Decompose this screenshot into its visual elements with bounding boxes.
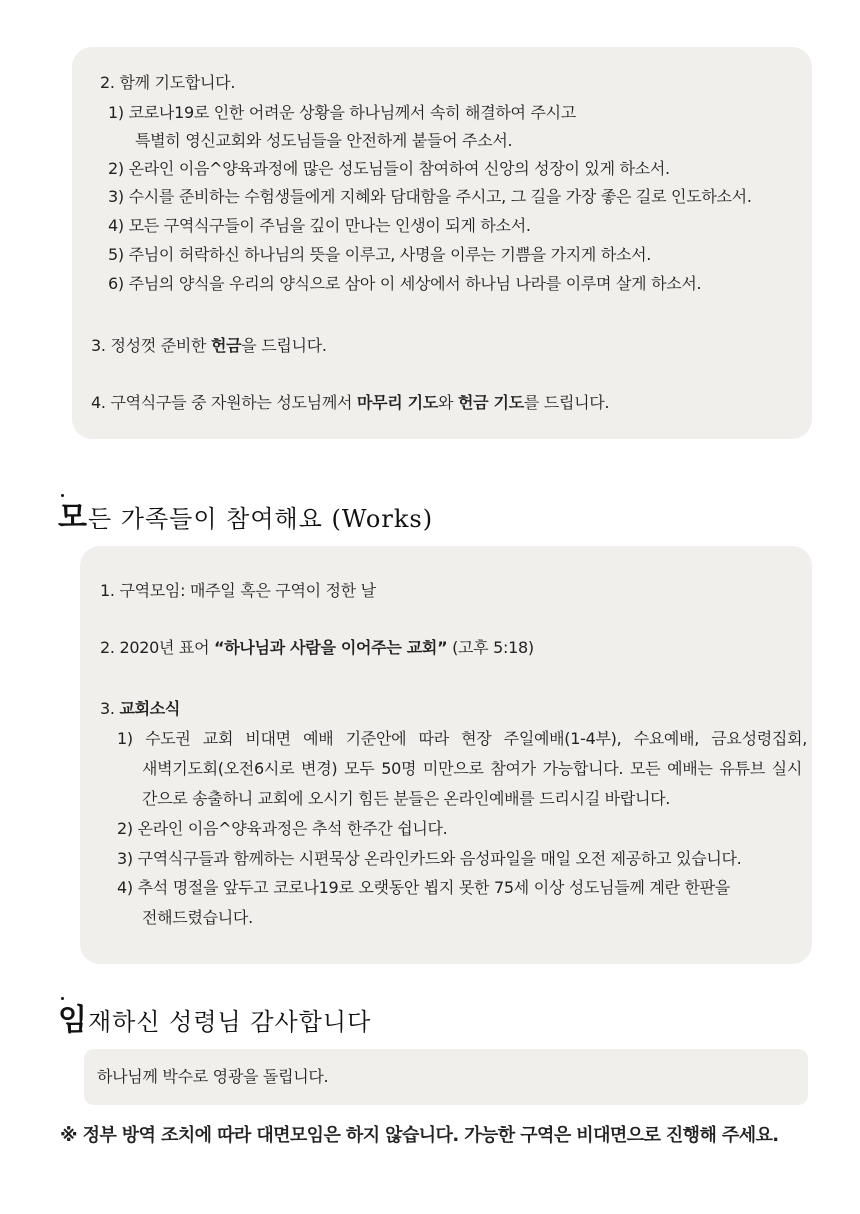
offering-item-3 <box>91 335 327 357</box>
spirit-heading-rest: 재하신 성령님 감사합니다 <box>87 1008 372 1036</box>
prayer-point-4: 4) 모든 구역식구들이 주님을 깊이 만나는 인생이 되게 하소서. <box>108 216 531 235</box>
news-1-line-2: 새벽기도회(오전6시로 변경) 모두 50명 미만으로 참여가 가능합니다. 모든 예배는 유튜브 실시 <box>142 759 802 778</box>
closing-prayer-bold: 마무리 기도 <box>356 393 438 412</box>
item-4-pre: 4. 구역식구들 중 자원하는 성도님께서 <box>91 393 357 412</box>
spirit-heading-first-char: 임 <box>58 1003 88 1038</box>
closing-prayer-item-4 <box>91 392 609 414</box>
church-news-bold: 교회소식 <box>119 699 181 718</box>
works-item-2-post: (고후 5:18) <box>447 638 534 657</box>
offering-prayer-bold: 헌금 기도 <box>457 393 524 412</box>
works-heading <box>58 500 434 535</box>
news-2: 2) 온라인 이음^양육과정은 추석 한주간 쉽니다. <box>117 819 448 838</box>
offering-item-3-pre: 3. 정성껏 준비한 <box>91 336 211 355</box>
prayer-point-3: 3) 수시를 준비하는 수험생들에게 지혜와 담대함을 주시고, 그 길을 가장 좋은 길로 인도하소서. <box>108 187 752 206</box>
spirit-heading <box>58 1003 372 1038</box>
motto-bold: “하나님과 사람을 이어주는 교회” <box>214 638 448 657</box>
works-item-2-pre: 2. 2020년 표어 <box>100 638 215 657</box>
works-heading-rest: 든 가족들이 참여해요 (Works) <box>87 505 434 533</box>
news-4-line-2: 전해드렸습니다. <box>142 908 253 927</box>
offering-bold: 헌금 <box>210 336 242 355</box>
prayer-point-1-line-1: 1) 코로나19로 인한 어려운 상황을 하나님께서 속히 해결하여 주시고 <box>108 103 576 122</box>
notice-text: ※ 정부 방역 조치에 따라 대면모임은 하지 않습니다. 가능한 구역은 비대면으로 진행해 주세요. <box>60 1125 779 1146</box>
item-4-post: 를 드립니다. <box>523 393 610 412</box>
works-heading-first-char: 모 <box>58 500 88 535</box>
news-1-line-3: 간으로 송출하니 교회에 오시기 힘든 분들은 온라인예배를 드리시길 바랍니다. <box>142 789 671 808</box>
prayer-point-1-line-2: 특별히 영신교회와 성도님들을 안전하게 붙들어 주소서. <box>135 131 513 150</box>
spirit-text: 하나님께 박수로 영광을 돌립니다. <box>97 1067 329 1086</box>
prayer-point-5: 5) 주님이 허락하신 하나님의 뜻을 이루고, 사명을 이루는 기쁨을 가지게 하소서. <box>108 245 652 264</box>
works-item-3-num: 3. <box>100 699 120 718</box>
item-4-mid: 와 <box>438 393 458 412</box>
works-item-2 <box>100 637 534 659</box>
prayer-point-6: 6) 주님의 양식을 우리의 양식으로 삼아 이 세상에서 하나님 나라를 이루며 살게 하소서. <box>108 274 702 293</box>
news-3: 3) 구역식구들과 함께하는 시편묵상 온라인카드와 음성파일을 매일 오전 제공하고 있습니다. <box>117 849 742 868</box>
news-1-line-1: 1) 수도권 교회 비대면 예배 기준안에 따라 현장 주일예배(1-4부), 수요예배, 금요성령집회, <box>117 729 807 748</box>
news-4-line-1: 4) 추석 명절을 앞두고 코로나19로 오랫동안 뵙지 못한 75세 이상 성도님들께 계란 한판을 <box>117 878 730 897</box>
works-box <box>80 546 812 964</box>
offering-item-3-post: 을 드립니다. <box>241 336 327 355</box>
works-item-1: 1. 구역모임: 매주일 혹은 구역이 정한 날 <box>100 581 376 600</box>
prayer-item-2-title: 2. 함께 기도합니다. <box>100 73 236 92</box>
prayer-point-2: 2) 온라인 이음^양육과정에 많은 성도님들이 참여하여 신앙의 성장이 있게 하소서. <box>108 159 670 178</box>
works-item-3 <box>100 698 180 720</box>
